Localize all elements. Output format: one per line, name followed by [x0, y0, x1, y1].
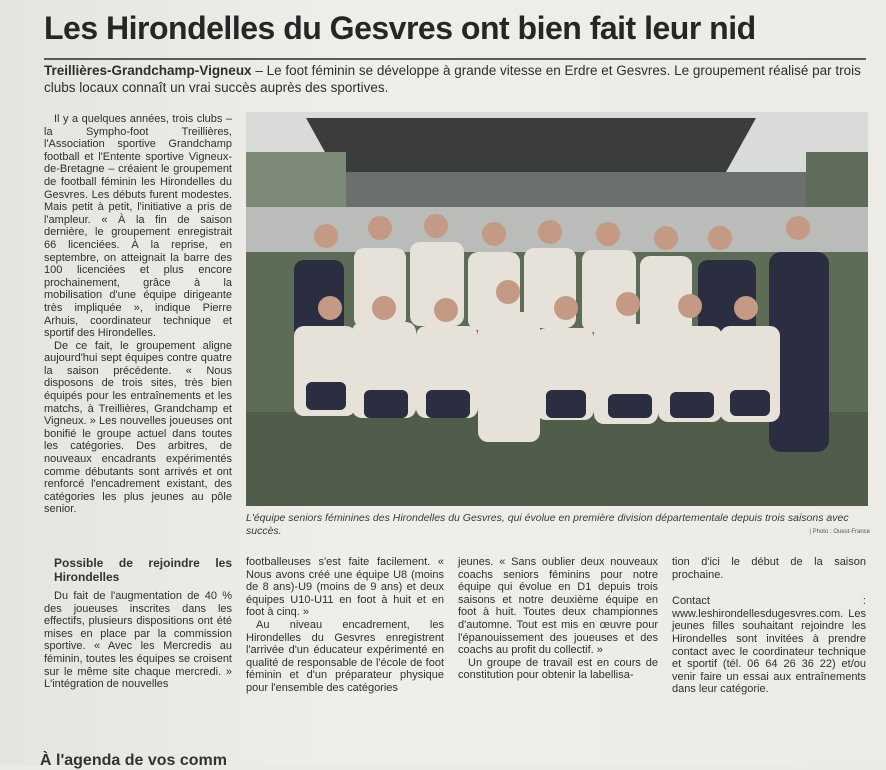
article-column-1-lower	[44, 556, 232, 691]
photo-credit: | Photo : Ouest-France	[809, 529, 870, 535]
col1-paragraph-1: Il y a quelques années, trois clubs – la Sympho-foot Treillières, l'Association sportive Grandchamp football et l'Entente sportive Vigneux-de-Bretagne – créaient le groupement de football féminin les Hirondelles du Gesvres. Les débuts furent modestes. Mais petit à petit, l'initiative a pris de l'ampleur. « À la fin de saison dernière, le groupement enregistrait 66 licenciées. À la reprise, en septembre, on atteignait la barre des 100 licenciées et plus encore prochainement, grâce à la mobilisation d'une équipe dirigeante très impliquée », indique Pierre Arhuis, coordinateur technique et sportif des Hirondelles.	[44, 113, 232, 340]
col3-paragraph-2: Un groupe de travail est en cours de constitution pour obtenir la labellisa-	[458, 656, 658, 682]
team-photo	[246, 112, 868, 506]
title-rule	[44, 58, 866, 60]
article-title: Les Hirondelles du Gesvres ont bien fait leur nid	[44, 10, 756, 46]
col4-paragraph-2: Contact : www.leshirondellesdugesvres.com. Les jeunes filles souhaitant rejoindre les Hirondelles sont invitées à prendre contact avec le coordinateur technique et sportif (tél. 06 64 26 36 22) et/ou venir faire un essai aux entraînements dans leur catégorie.	[672, 595, 866, 696]
col2-paragraph-2: Au niveau encadrement, les Hirondelles du Gesvres enregistrent l'arrivée d'un éducateur expérimenté en qualité de responsable de l'école de foot féminin et d'un préparateur physique pour l'ensemble des catégories	[246, 618, 444, 694]
col1-paragraph-2: De ce fait, le groupement aligne aujourd'hui sept équipes contre quatre la saison précédente. « Nous disposons de trois sites, très bien équipés pour les entraînements et les matchs, à Treillières, Grandchamp et Vigneux. » Les nouvelles joueuses ont bonifié le groupe actuel dans toutes les catégories. Des arbitres, de nouveaux encadrants expérimentés comme débutants sont arrivés et ont renforcé l'encadrement existant, des catégories les plus jeunes au pôle senior.	[44, 339, 232, 516]
col3-paragraph-1: jeunes. « Sans oublier deux nouveaux coachs seniors féminins pour notre équipe qui évolue en D1 depuis trois saisons et notre deuxième équipe en foot à huit. Toutes deux championnes d'automne. Tout est mis en œuvre pour l'épanouissement des joueuses et des coachs au profit du collectif. »	[458, 556, 658, 657]
article-column-3	[458, 556, 658, 682]
col2-paragraph-1: footballeuses s'est faite facilement. « Nous avons créé une équipe U8 (moins de 8 ans)-U9 (moins de 9 ans) et deux équipes U10-U11 en foot à huit et en foot à cinq. »	[246, 556, 444, 619]
lead-dateline: Treillières-Grandchamp-Vigneux	[44, 63, 252, 78]
next-article-heading: À l'agenda de vos comm	[40, 752, 227, 769]
team-photo-illustration	[246, 112, 868, 506]
col1-paragraph-3: Du fait de l'augmentation de 40 % des joueuses inscrites dans les effectifs, plusieurs dispositions ont été mises en place par la commission sportive. « Avec les Mercredis au féminin, toutes les équipes se croisent sur le même site chaque mercredi. » L'intégration de nouvelles	[44, 590, 232, 691]
article-column-2	[246, 556, 444, 695]
article-lead	[44, 62, 864, 96]
lead-text: – Le foot féminin se développe à grande vitesse en Erdre et Gesvres. Le groupement réalisé par trois clubs locaux connaît un vrai succès auprès des sportives.	[44, 63, 861, 95]
section-subhead: Possible de rejoindre les Hirondelles	[54, 556, 232, 584]
article-column-4	[672, 556, 866, 696]
article-column-1	[44, 113, 232, 516]
photo-caption: L'équipe seniors féminines des Hirondelles du Gesvres, qui évolue en première division départementale depuis trois saisons avec succès.	[246, 512, 849, 537]
col4-paragraph-1: tion d'ici le début de la saison prochaine.	[672, 556, 866, 581]
